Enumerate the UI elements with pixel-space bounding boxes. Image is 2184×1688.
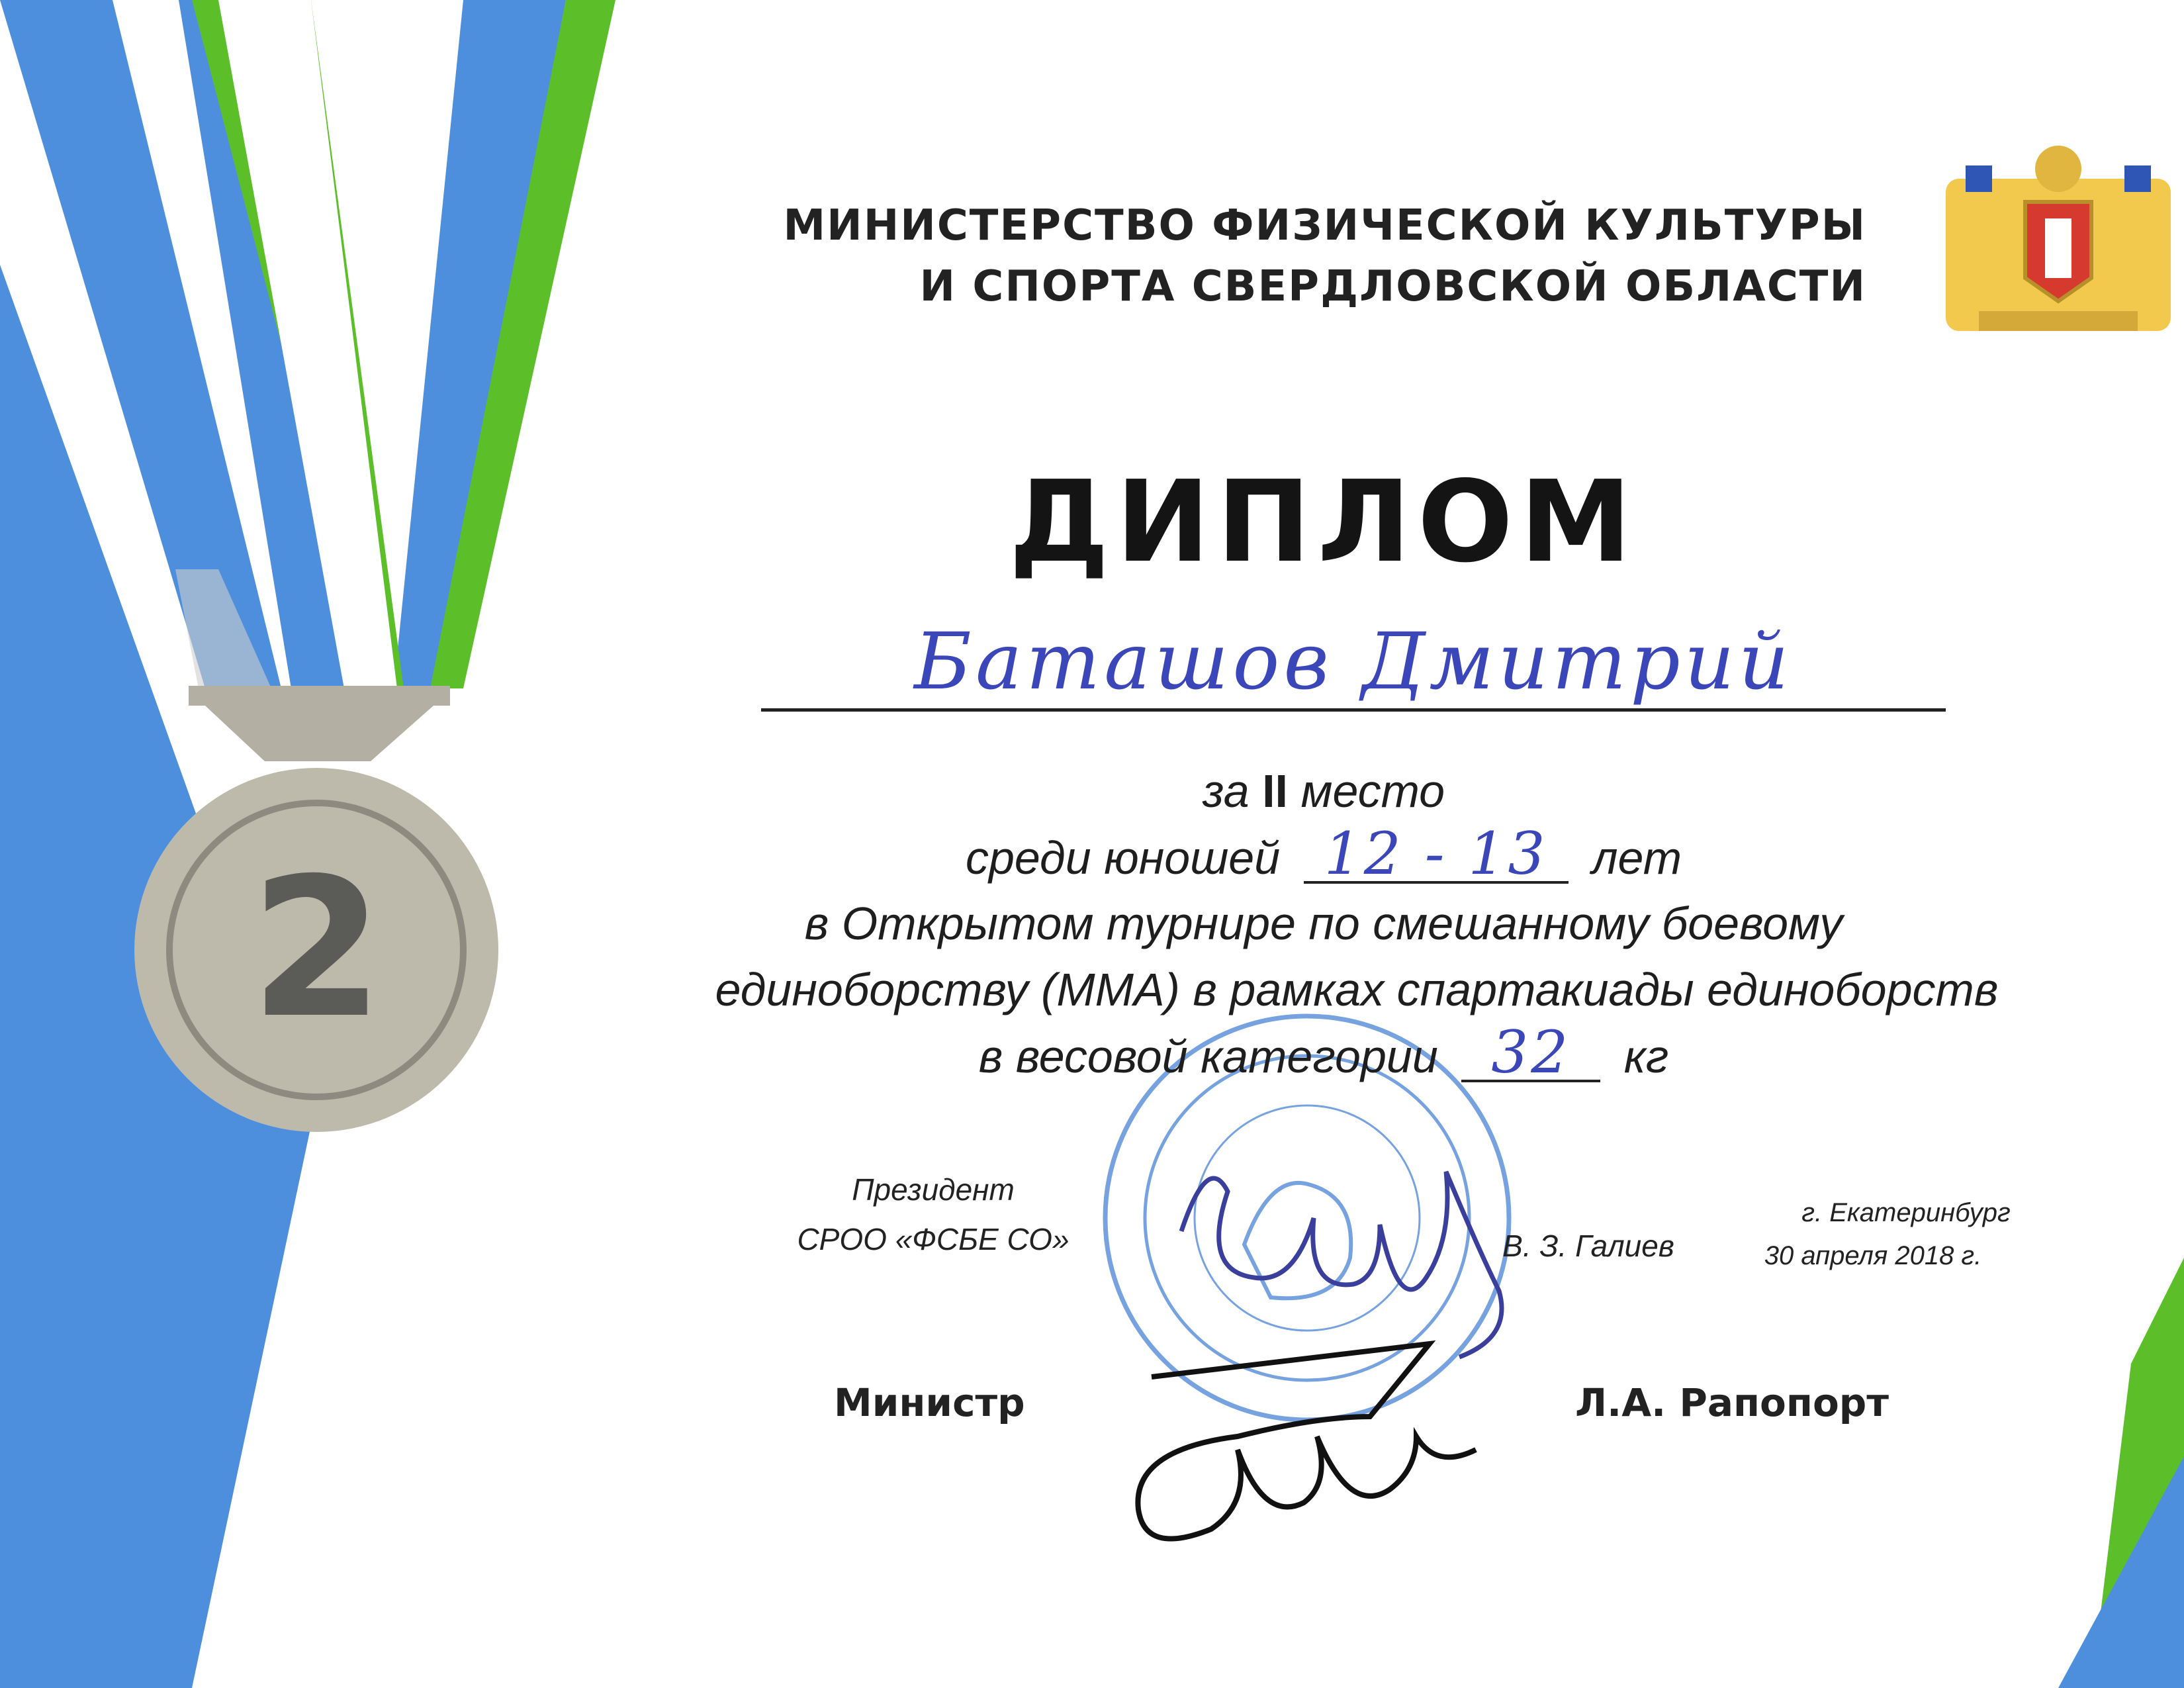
minister-signature <box>1138 1344 1476 1539</box>
minister-title: Министр <box>834 1380 1025 1425</box>
age-value: 12 - 13 <box>1324 820 1548 888</box>
ministry-name <box>728 195 1866 317</box>
diploma-title: ДИПЛОМ <box>1009 457 1639 588</box>
president-name: В. З. Галиев <box>1502 1229 1674 1263</box>
city: г. Екатеринбург <box>1801 1198 2011 1227</box>
medal-number: 2 <box>250 837 384 1060</box>
president-signature <box>1181 1172 1502 1357</box>
tournament-line: в Открытом турнире по смешанному боевому <box>804 898 1843 949</box>
age-suffix: лет <box>1592 832 1682 884</box>
place-line <box>993 765 1655 818</box>
ministry-line-2: И СПОРТА СВЕРДЛОВСКОЙ ОБЛАСТИ <box>919 262 1866 311</box>
place-suffix: место <box>1300 765 1445 817</box>
recipient-underline <box>761 708 1946 712</box>
coat-of-arms-emblem <box>1946 146 2171 331</box>
place-value: II <box>1262 765 1288 817</box>
age-prefix: среди юношей <box>965 832 1281 884</box>
minister-name: Л.А. Рапопорт <box>1575 1380 1889 1425</box>
weight-value: 32 <box>1491 1018 1571 1086</box>
age-blank <box>1304 820 1569 888</box>
tournament-line-2: единоборству (ММА) в рамках спартакиады единоборств <box>715 964 1999 1015</box>
president-org: СРОО «ФСБЕ СО» <box>797 1222 1069 1256</box>
age-line <box>893 820 1754 888</box>
president-title: Президент <box>852 1172 1015 1207</box>
weight-suffix: кг <box>1623 1031 1669 1082</box>
ministry-line-1: МИНИСТЕРСТВО ФИЗИЧЕСКОЙ КУЛЬТУРЫ <box>783 201 1866 250</box>
weight-prefix: в весовой категории <box>978 1031 1438 1082</box>
place-prefix: за <box>1202 765 1250 817</box>
issue-date: 30 апреля 2018 г. <box>1764 1241 1982 1270</box>
recipient-name: Баташов Дмитрий <box>914 616 1793 707</box>
weight-line <box>893 1018 1754 1086</box>
weight-blank <box>1461 1018 1600 1086</box>
